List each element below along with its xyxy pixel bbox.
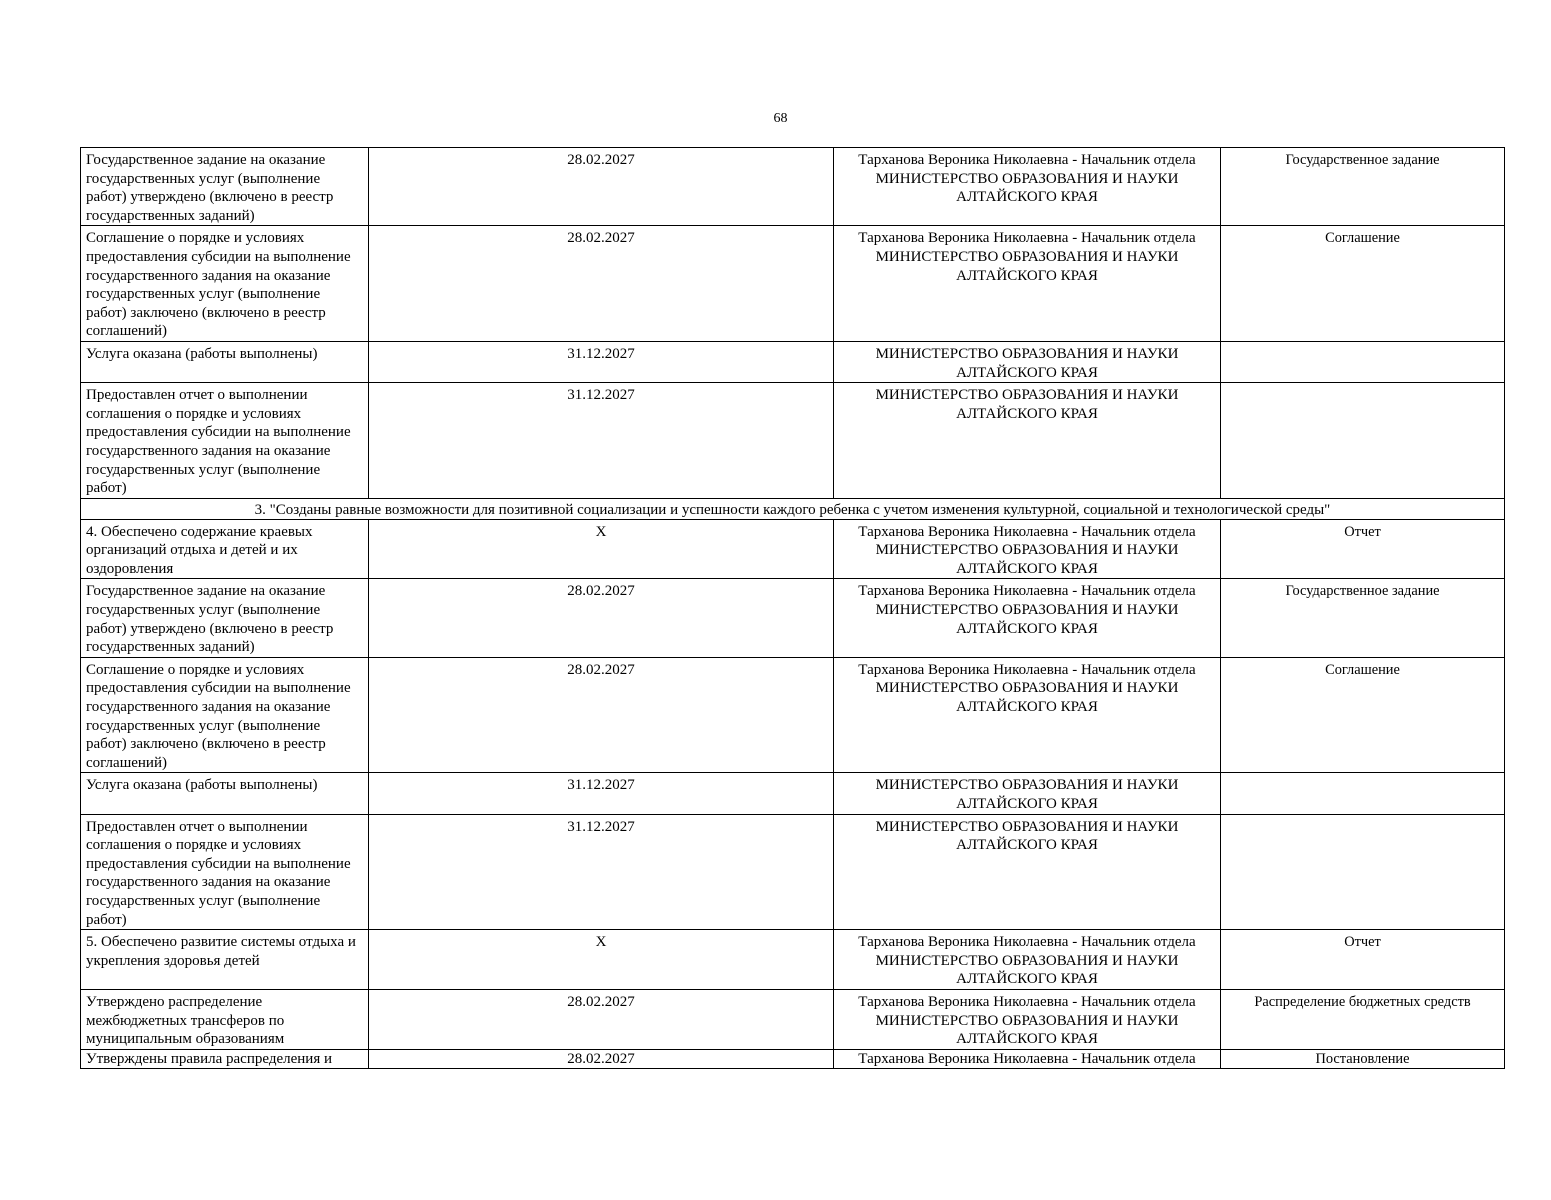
date-cell: 28.02.2027 (369, 148, 834, 226)
responsible-person: Тарханова Вероника Николаевна - Начальник отдела (858, 993, 1196, 1010)
date-cell: 31.12.2027 (369, 814, 834, 930)
table-row (81, 148, 1505, 226)
responsible-cell (834, 226, 1221, 342)
responsible-cell (834, 1049, 1221, 1069)
responsible-cell (834, 930, 1221, 990)
responsible-person: Тарханова Вероника Николаевна - Начальник отдела (858, 661, 1196, 678)
event-cell: 5. Обеспечено развитие системы отдыха и укрепления здоровья детей (81, 930, 369, 990)
document-cell: Распределение бюджетных средств (1221, 989, 1505, 1049)
document-cell: Соглашение (1221, 226, 1505, 342)
event-cell: Услуга оказана (работы выполнены) (81, 773, 369, 814)
responsible-cell (834, 383, 1221, 499)
responsible-cell (834, 989, 1221, 1049)
responsible-cell (834, 657, 1221, 773)
plan-table (80, 147, 1505, 1069)
event-cell: Утверждены правила распределения и (81, 1049, 369, 1069)
date-cell: 28.02.2027 (369, 1049, 834, 1069)
responsible-cell (834, 148, 1221, 226)
responsible-person: Тарханова Вероника Николаевна - Начальник отдела (858, 1050, 1196, 1067)
table-row (81, 519, 1505, 579)
document-cell: Соглашение (1221, 657, 1505, 773)
responsible-cell (834, 341, 1221, 382)
document-cell: Отчет (1221, 930, 1505, 990)
event-cell: Соглашение о порядке и условиях предоставления субсидии на выполнение государственного задания на оказание государственных услуг (выполнение работ) заключено (включено в реестр соглашений) (81, 226, 369, 342)
responsible-cell (834, 519, 1221, 579)
date-cell: 28.02.2027 (369, 579, 834, 657)
table-row (81, 989, 1505, 1049)
organization-name: МИНИСТЕРСТВО ОБРАЗОВАНИЯ И НАУКИ АЛТАЙСКОГО КРАЯ (875, 248, 1179, 284)
organization-name: МИНИСТЕРСТВО ОБРАЗОВАНИЯ И НАУКИ АЛТАЙСКОГО КРАЯ (875, 1012, 1179, 1048)
date-cell: 28.02.2027 (369, 657, 834, 773)
organization-name: МИНИСТЕРСТВО ОБРАЗОВАНИЯ И НАУКИ АЛТАЙСКОГО КРАЯ (875, 777, 1179, 812)
date-cell: X (369, 519, 834, 579)
event-cell: Предоставлен отчет о выполнении соглашения о порядке и условиях предоставления субсидии на выполнение государственного задания на оказание государственных услуг (выполнение работ) (81, 814, 369, 930)
organization-name: МИНИСТЕРСТВО ОБРАЗОВАНИЯ И НАУКИ АЛТАЙСКОГО КРАЯ (875, 170, 1179, 206)
date-cell: 28.02.2027 (369, 989, 834, 1049)
date-cell: 31.12.2027 (369, 341, 834, 382)
responsible-person: Тарханова Вероника Николаевна - Начальник отдела (858, 523, 1196, 540)
responsible-cell (834, 814, 1221, 930)
organization-name: МИНИСТЕРСТВО ОБРАЗОВАНИЯ И НАУКИ АЛТАЙСКОГО КРАЯ (875, 542, 1179, 577)
event-cell: Предоставлен отчет о выполнении соглашения о порядке и условиях предоставления субсидии на выполнение государственного задания на оказание государственных услуг (выполнение работ) (81, 383, 369, 499)
document-cell (1221, 383, 1505, 499)
section-heading: 3. "Созданы равные возможности для позитивной социализации и успешности каждого ребенка с учетом изменения культурной, социальной и технологической среды" (81, 498, 1505, 519)
event-cell: Утверждено распределение межбюджетных трансферов по муниципальным образованиям (81, 989, 369, 1049)
table-row (81, 773, 1505, 814)
document-cell: Отчет (1221, 519, 1505, 579)
responsible-person: Тарханова Вероника Николаевна - Начальник отдела (858, 583, 1196, 600)
table-row (81, 341, 1505, 382)
responsible-cell (834, 773, 1221, 814)
document-cell (1221, 341, 1505, 382)
organization-name: МИНИСТЕРСТВО ОБРАЗОВАНИЯ И НАУКИ АЛТАЙСКОГО КРАЯ (875, 952, 1179, 988)
organization-name: МИНИСТЕРСТВО ОБРАЗОВАНИЯ И НАУКИ АЛТАЙСКОГО КРАЯ (875, 602, 1179, 637)
organization-name: МИНИСТЕРСТВО ОБРАЗОВАНИЯ И НАУКИ АЛТАЙСКОГО КРАЯ (875, 680, 1179, 716)
table-row (81, 579, 1505, 657)
document-cell: Государственное задание (1221, 579, 1505, 657)
responsible-cell (834, 579, 1221, 657)
date-cell: 31.12.2027 (369, 383, 834, 499)
table-row (81, 657, 1505, 773)
organization-name: МИНИСТЕРСТВО ОБРАЗОВАНИЯ И НАУКИ АЛТАЙСКОГО КРАЯ (875, 387, 1179, 422)
date-cell: 31.12.2027 (369, 773, 834, 814)
event-cell: Услуга оказана (работы выполнены) (81, 341, 369, 382)
event-cell: 4. Обеспечено содержание краевых организаций отдыха и детей и их оздоровления (81, 519, 369, 579)
table-row (81, 383, 1505, 499)
responsible-person: Тарханова Вероника Николаевна - Начальник отдела (858, 934, 1196, 951)
section-row (81, 498, 1505, 519)
date-cell: X (369, 930, 834, 990)
responsible-person: Тарханова Вероника Николаевна - Начальник отдела (858, 152, 1196, 168)
table-row (81, 930, 1505, 990)
table-row (81, 1049, 1505, 1069)
table-row (81, 226, 1505, 342)
page-number: 68 (773, 111, 788, 126)
event-cell: Соглашение о порядке и условиях предоставления субсидии на выполнение государственного задания на оказание государственных услуг (выполнение работ) заключено (включено в реестр соглашений) (81, 657, 369, 773)
responsible-person: Тарханова Вероника Николаевна - Начальник отдела (858, 230, 1196, 247)
document-cell (1221, 814, 1505, 930)
document-cell (1221, 773, 1505, 814)
event-cell: Государственное задание на оказание государственных услуг (выполнение работ) утверждено (включено в реестр государственных заданий) (81, 148, 369, 226)
organization-name: МИНИСТЕРСТВО ОБРАЗОВАНИЯ И НАУКИ АЛТАЙСКОГО КРАЯ (875, 818, 1179, 854)
table-row (81, 814, 1505, 930)
date-cell: 28.02.2027 (369, 226, 834, 342)
event-cell: Государственное задание на оказание государственных услуг (выполнение работ) утверждено (включено в реестр государственных заданий) (81, 579, 369, 657)
document-cell: Постановление (1221, 1049, 1505, 1069)
document-cell: Государственное задание (1221, 148, 1505, 226)
organization-name: МИНИСТЕРСТВО ОБРАЗОВАНИЯ И НАУКИ АЛТАЙСКОГО КРАЯ (875, 345, 1179, 381)
